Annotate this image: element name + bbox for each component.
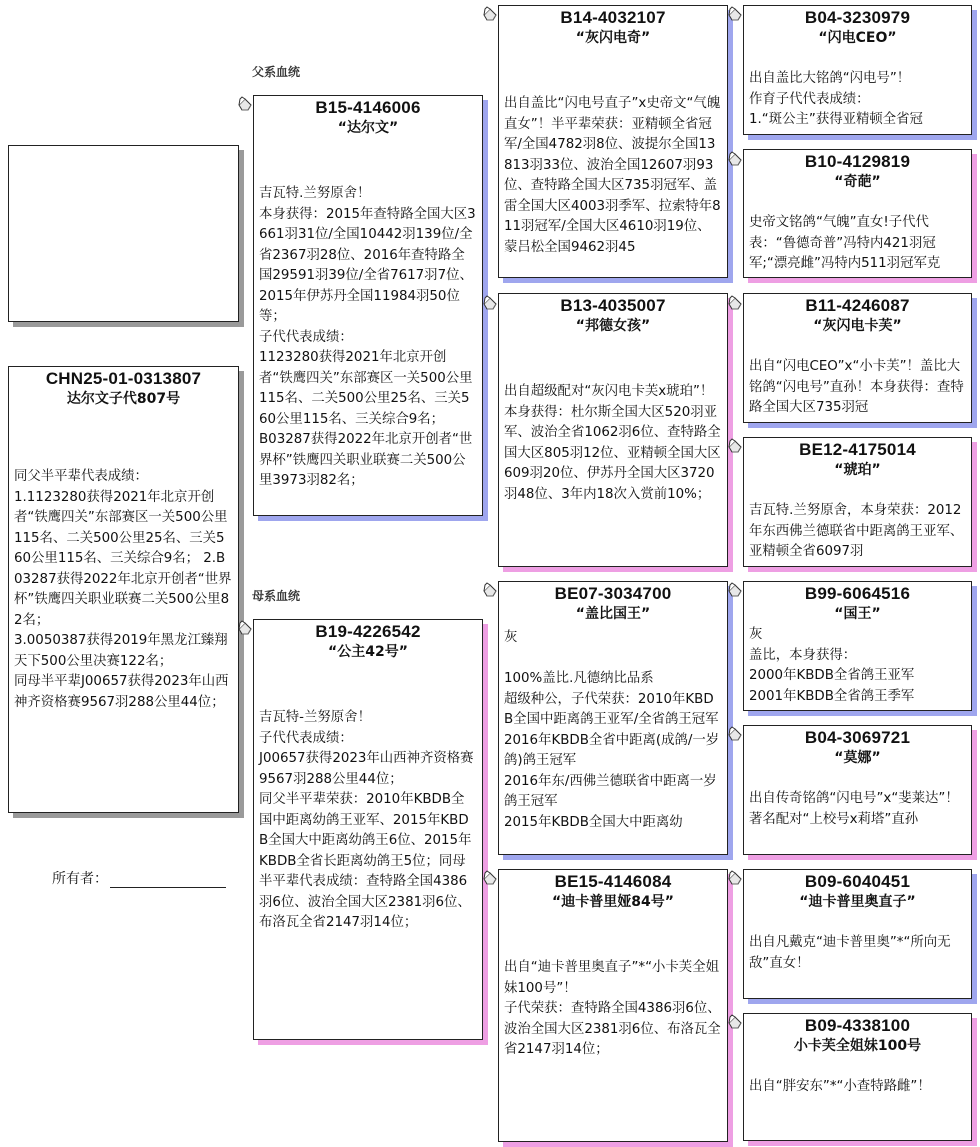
ssd-desc: 史帝文铭鸽“气魄”直女!子代代表：“鲁德奇普”冯特内421羽冠军;“漂亮雌”冯特内511羽冠军克: [749, 215, 941, 271]
sds-desc: 出自“闪电CEO”x“小卡芙”！盖比大铭鸽“闪电号”直孙！本身获得：查特路全国大区735羽冠: [749, 359, 964, 415]
sds-name: “灰闪电卡芙”: [813, 318, 902, 334]
dsd-reg: B04-3069721: [804, 728, 911, 747]
pencil-icon[interactable]: [482, 295, 498, 311]
dss-desc: 灰 盖比，本身获得： 2000年KBDB全省鸽王亚军 2001年KBDB全省鸽王季军: [749, 627, 915, 704]
sire-sire-desc: 出自盖比“闪电号直子”x史帝文“气魄直女”！半平辈荣获：亚精顿全省冠军/全国4782羽8位、波提尔全国13813羽33位、波治全国12607羽93位、查特路全国大区735羽冠军、盖雷全国大区4003羽季军、拉索特年811羽冠军/全国大区4610羽19位、蒙吕松全国9462羽45: [504, 96, 721, 255]
subject-card: [8, 366, 239, 813]
sire-sire-card: [498, 5, 728, 278]
sire-reg: B15-4146006: [315, 98, 421, 117]
sire-dam-reg: B13-4035007: [560, 296, 666, 315]
subject-reg: CHN25-01-0313807: [45, 369, 202, 388]
owner-line: [110, 873, 226, 888]
ddd-card: [743, 1013, 972, 1141]
sire-dam-name: “邦德女孩”: [575, 318, 651, 334]
dds-desc: 出自凡戴克“迪卡普里奥”*“所向无敌”直女！: [749, 935, 951, 971]
subject-name: 达尔文子代807号: [66, 391, 181, 407]
dam-dam-card: [498, 869, 728, 1142]
pencil-icon[interactable]: [482, 582, 498, 598]
dss-card: [743, 581, 972, 711]
pencil-icon[interactable]: [727, 295, 743, 311]
dss-reg: B99-6064516: [804, 584, 911, 603]
pencil-icon[interactable]: [482, 870, 498, 886]
sdd-desc: 吉瓦特.兰努原舍，本身荣获：2012年东西佛兰德联省中距离鸽王亚军、亚精顿全省6097羽: [749, 503, 964, 559]
dam-dam-name: “迪卡普里娅84号”: [552, 894, 674, 910]
pencil-icon[interactable]: [727, 6, 743, 22]
pencil-icon[interactable]: [727, 726, 743, 742]
dam-reg: B19-4226542: [315, 622, 421, 641]
sdd-name: “琥珀”: [834, 462, 881, 478]
ssd-card: [743, 149, 972, 278]
ddd-reg: B09-4338100: [804, 1016, 911, 1035]
sire-dam-desc: 出自超级配对“灰闪电卡芙x琥珀”！本身获得：杜尔斯全国大区520羽亚军、波治全省1062羽6位、查特路全国大区805羽12位、亚精顿全国大区609羽20位、伊苏丹全国大区3720羽48位、3年内18次入赏前10%；: [504, 384, 721, 502]
pencil-icon[interactable]: [727, 151, 743, 167]
photo-placeholder: [8, 145, 239, 322]
dam-dam-desc: 出自“迪卡普里奥直子”*“小卡芙全姐妹100号”！ 子代荣获：查特路全国4386羽6位、波治全国大区2381羽6位、布洛瓦全省2147羽14位；: [504, 960, 721, 1057]
sdd-card: [743, 437, 972, 567]
pencil-icon[interactable]: [727, 582, 743, 598]
sire-card: [253, 95, 483, 516]
sire-name: “达尔文”: [337, 120, 399, 136]
sds-card: [743, 293, 972, 423]
sire-dam-card: [498, 293, 728, 567]
sire-line-label: 父系血统: [252, 65, 301, 79]
pencil-icon[interactable]: [727, 1014, 743, 1030]
sire-desc: 吉瓦特.兰努原舍！ 本身获得：2015年查特路全国大区3661羽31位/全国10442羽139位/全省2367羽28位、2016年查特路全国29591羽39位/全省7617羽7位、2015年伊苏丹全国11984羽50位等； 子代代表成绩： 1123280获得2021年北京开创者“铁鹰四关”东部赛区一关500公里115名、二关500公里25名、三关560公里115名、三关综合9名； B03287获得2022年北京开创者“世界杯”铁鹰四关职业联赛二关500公里3973羽82名；: [259, 186, 476, 488]
dam-sire-reg: BE07-3034700: [554, 584, 672, 603]
sire-sire-reg: B14-4032107: [560, 8, 666, 27]
dam-name: “公主42号”: [328, 644, 408, 660]
sdd-reg: BE12-4175014: [799, 440, 916, 459]
ssd-reg: B10-4129819: [804, 152, 911, 171]
dam-card: [253, 619, 483, 1040]
pencil-icon[interactable]: [727, 870, 743, 886]
dsd-desc: 出自传奇铭鸽“闪电号”x“斐莱达”！ 著名配对“上校号x莉塔”直孙: [749, 791, 959, 827]
sss-desc: 出自盖比大铭鸽“闪电号”！ 作育子代代表成绩： 1.“斑公主”获得亚精顿全省冠: [749, 71, 923, 127]
pencil-icon[interactable]: [237, 96, 253, 112]
owner-field[interactable]: [52, 868, 226, 888]
dsd-name: “莫娜”: [834, 750, 881, 766]
dam-sire-desc: 灰 100%盖比.凡德纳比品系 超级种公，子代荣获：2010年KBDB全国中距离鸽王亚军/全省鸽王冠军 2016年KBDB全省中距离(成鸽/一岁鸽)鸽王冠军 2016年东/西佛兰德联省中距离一岁鸽王冠军 2015年KBDB全国大中距离幼: [504, 630, 720, 830]
dam-sire-name: “盖比国王”: [575, 606, 651, 622]
subject-desc: 同父半平辈代表成绩： 1.1123280获得2021年北京开创者“铁鹰四关”东部赛区一关500公里115名、二关500公里25名、三关560公里115名、三关综合9名； 2.B03287获得2022年北京开创者“世界杯”铁鹰四关职业联赛二关500公里82名； 3.0050387获得2019年黑龙江臻翔天下500公里决赛122名； 同母半平辈J00657获得2023年山西神齐资格赛9567羽288公里44位；: [14, 469, 232, 710]
dds-name: “迪卡普里奥直子”: [799, 894, 916, 910]
sss-card: [743, 5, 972, 135]
sss-name: “闪电CEO”: [818, 30, 897, 46]
pencil-icon[interactable]: [727, 438, 743, 454]
dds-reg: B09-6040451: [804, 872, 911, 891]
dsd-card: [743, 725, 972, 855]
owner-label: 所有者：: [52, 871, 108, 887]
dds-card: [743, 869, 972, 999]
ddd-desc: 出自“胖安东”*“小查特路雌”！: [749, 1079, 931, 1094]
pencil-icon[interactable]: [237, 620, 253, 636]
pencil-icon[interactable]: [482, 6, 498, 22]
dam-sire-card: [498, 581, 728, 855]
dam-dam-reg: BE15-4146084: [554, 872, 672, 891]
sire-sire-name: “灰闪电奇”: [575, 30, 651, 46]
sss-reg: B04-3230979: [804, 8, 911, 27]
dam-desc: 吉瓦特-兰努原舍！ 子代代表成绩： J00657获得2023年山西神齐资格赛9567羽288公里44位； 同父半平辈荣获：2010年KBDB全国中距离幼鸽王亚军、2015年KBDB全国大中距离幼鸽王6位、2015年KBDB全省长距离幼鸽王5位；同母半平辈代表成绩：查特路全国4386羽6位、波治全国大区2381羽6位、布洛瓦全省2147羽14位；: [259, 710, 474, 930]
dam-line-label: 母系血统: [252, 589, 301, 603]
ddd-name: 小卡芙全姐妹100号: [793, 1038, 922, 1054]
ssd-name: “奇葩”: [834, 174, 881, 190]
dss-name: “国王”: [834, 606, 881, 622]
sds-reg: B11-4246087: [805, 296, 910, 315]
